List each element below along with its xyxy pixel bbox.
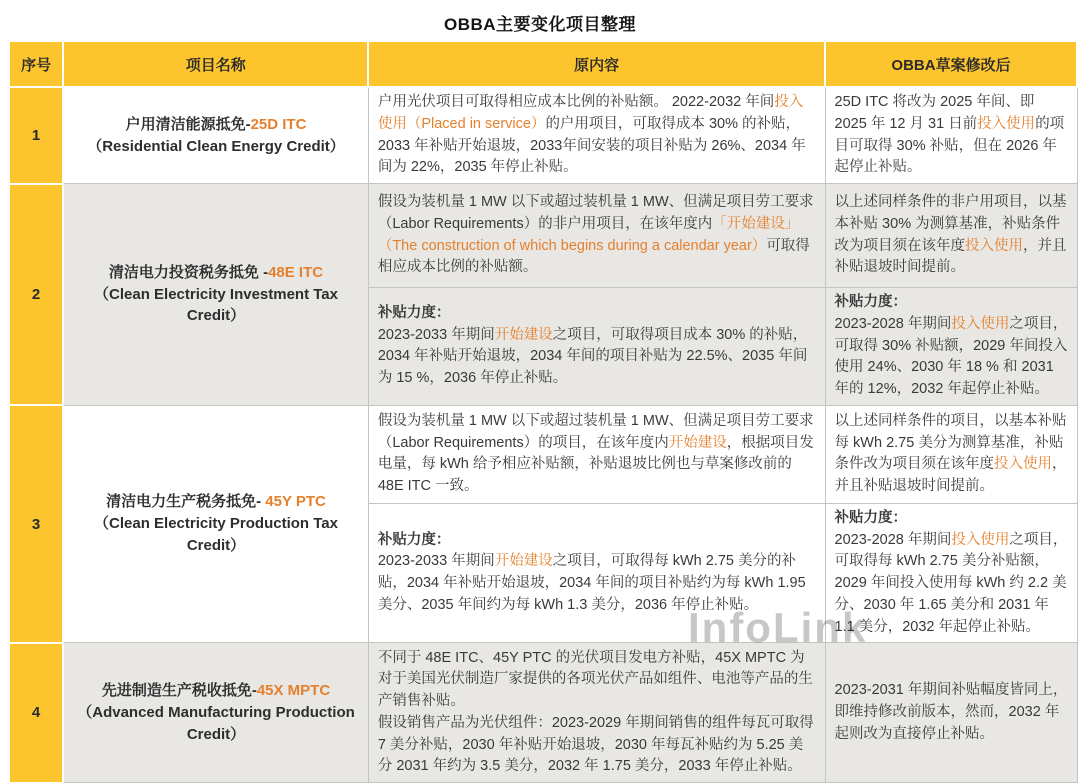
project-name-cell — [63, 405, 368, 643]
project-name-en: （Advanced Manufacturing Production Credit） — [77, 703, 355, 743]
table-header-row — [9, 41, 1077, 87]
original-content-cell: 户用光伏项目可取得相应成本比例的补贴额。 2022-2032 年间投入使用（Placed in service）的户用项目，可取得成本 30% 的补贴，2033 年补贴开始退坡，2033年间安装的项目补贴为 26%、2034 年间为 22%，2035 年停止补贴。 — [368, 87, 825, 184]
original-content-cell: 假设为装机量 1 MW 以下或超过装机量 1 MW、但满足项目劳工要求（Labor Requirements）的项目，在该年度内开始建设，根据项目发电量，每 kWh 给予相应补贴额，补贴退坡比例也与草案修改前的 48E ITC 一致。 — [368, 405, 825, 503]
project-name-cell — [63, 643, 368, 783]
project-name-cn: 先进制造生产税收抵免-45X MPTC — [101, 682, 331, 700]
original-content-cell: 不同于 48E ITC、45Y PTC 的光伏项目发电方补贴，45X MPTC 为对于美国光伏制造厂家提供的各项光伏产品如组件、电池等产品的生产销售补贴。 假设销售产品为光伏组件：2023-2029 年期间销售的组件每瓦可取得 7 美分补贴，2030 年补贴开始退坡，2030 年每瓦补贴约为 5.25 美分 2031 年约为 3.5 美分，2032 年 1.75 美分，2033 年停止补贴。 — [368, 643, 825, 783]
revised-subsidy-cell: 补贴力度： 2023-2028 年期间投入使用之项目，可取得每 kWh 2.75 美分补贴额，2029 年间投入使用每 kWh 约 2.2 美分、2030 年 1.65 美分和 2031 年 1.1 美分，2032 年起停止补贴。 — [825, 503, 1077, 643]
revised-content-cell: 以上述同样条件的非户用项目，以基本补贴 30% 为测算基准，补贴条件改为项目须在该年度投入使用，并且补贴退坡时间提前。 — [825, 184, 1077, 288]
project-name-cn: 清洁电力生产税务抵免- 45Y PTC — [106, 493, 326, 511]
row-index: 1 — [9, 87, 63, 184]
row-index: 3 — [9, 405, 63, 643]
header-obba-revised: OBBA草案修改后 — [825, 41, 1077, 87]
revised-subsidy-cell: 补贴力度： 2023-2028 年期间投入使用之项目，可取得 30% 补贴额，2029 年间投入使用 24%、2030 年 18 % 和 2031 年的 12%，2032 年起停止补贴。 — [825, 288, 1077, 406]
header-original-content: 原内容 — [368, 41, 825, 87]
project-name-cn: 清洁电力投资税务抵免 -48E ITC — [108, 263, 324, 281]
page-title: OBBA主要变化项目整理 — [443, 15, 637, 34]
row-index: 2 — [9, 184, 63, 406]
table-row — [9, 184, 1077, 288]
project-name-en: （Clean Electricity Investment Tax Credit） — [94, 285, 338, 325]
revised-content-cell: 25D ITC 将改为 2025 年间、即 2025 年 12 月 31 日前投入使用的项目可取得 30% 补贴，但在 2026 年起停止补贴。 — [825, 87, 1077, 184]
header-project-name: 项目名称 — [63, 41, 368, 87]
project-name-cell — [63, 184, 368, 406]
header-index: 序号 — [9, 41, 63, 87]
row-index: 4 — [9, 643, 63, 783]
original-content-cell: 假设为装机量 1 MW 以下或超过装机量 1 MW、但满足项目劳工要求（Labor Requirements）的非户用项目，在该年度内「开始建设」（The construction of which begins during a calendar year）可取得相应成本比例的补贴额。 — [368, 184, 825, 288]
revised-content-cell: 以上述同样条件的项目，以基本补贴每 kWh 2.75 美分为测算基准，补贴条件改为项目须在该年度投入使用，并且补贴退坡时间提前。 — [825, 405, 1077, 503]
original-subsidy-cell: 补贴力度： 2023-2033 年期间开始建设之项目，可取得每 kWh 2.75 美分的补贴，2034 年补贴开始退坡，2034 年间的项目补贴约为每 kWh 1.95 美分、2035 年间约为每 kWh 1.3 美分，2036 年停止补贴。 — [368, 503, 825, 643]
project-name-cell — [63, 87, 368, 184]
original-subsidy-cell: 补贴力度： 2023-2033 年期间开始建设之项目，可取得项目成本 30% 的补贴，2034 年补贴开始退坡，2034 年间的项目补贴为 22.5%、2035 年间为 15 %，2036 年停止补贴。 — [368, 288, 825, 406]
table-row — [9, 405, 1077, 503]
table-row — [9, 87, 1077, 184]
revised-content-cell: 2023-2031 年期间补贴幅度皆同上，即维持修改前版本，然而，2032 年起则改为直接停止补贴。 — [825, 643, 1077, 783]
obba-changes-table — [8, 40, 1078, 784]
project-name-cn: 户用清洁能源抵免-25D ITC — [125, 115, 307, 133]
project-name-en: （Residential Clean Energy Credit） — [87, 137, 345, 155]
table-row — [9, 643, 1077, 783]
infolink-watermark: InfoLink — [688, 604, 868, 651]
project-name-en: （Clean Electricity Production Tax Credit） — [94, 515, 338, 554]
